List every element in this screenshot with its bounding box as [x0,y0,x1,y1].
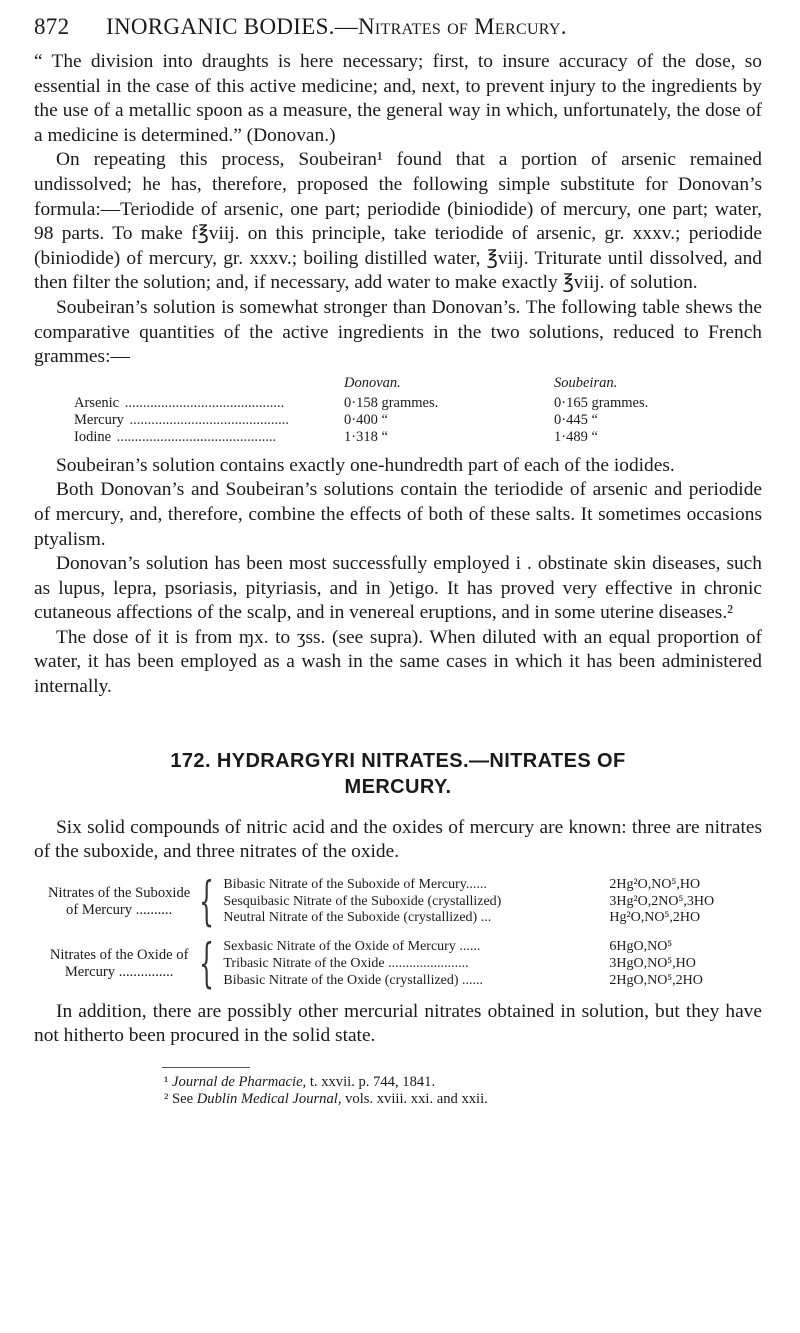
nitrate-formula: 6HgO,NO⁵ [609,939,673,955]
footnote-2 [34,1091,762,1109]
donovan-value: 0·158 grammes. [344,394,439,411]
nitrate-formula: 2Hg²O,NO⁵,HO [609,876,701,892]
footnote-text: t. xxvii. p. 744, 1841. [306,1073,436,1090]
footnote-journal: Dublin Medical Journal, [196,1091,342,1108]
brace-icon: { [199,872,215,933]
footnote-mark: ² [164,1091,169,1108]
section-heading [34,748,762,800]
comparison-header-row [74,375,774,395]
donovan-value: 0·400 “ [344,411,388,428]
nitrate-name: Neutral Nitrate of the Suboxide (crystallized) ... [223,910,492,926]
nitrate-name: Tribasic Nitrate of the Oxide ....................... [223,956,469,972]
section-heading-line1: 172. HYDRARGYRI NITRATES.—NITRATES OF [170,749,626,772]
comparison-table [74,375,774,446]
nitrate-formula: 3HgO,NO⁵,HO [609,956,696,972]
group-label-suboxide [48,877,190,927]
dot-leader: ............................................ [121,394,285,411]
running-header [34,14,762,40]
nitrate-name: Sesquibasic Nitrate of the Suboxide (crystallized) [223,893,502,909]
comparison-row [74,412,774,429]
footnote-text: See [168,1091,197,1108]
comparison-row [74,429,774,446]
group-label-line: Mercury ............... [64,964,174,981]
row-spacer [48,927,714,939]
dot-leader: ............................................ [113,428,277,445]
dot-leader: ............................................ [125,411,290,428]
donovan-value: 1·318 “ [344,428,388,445]
paragraph-soubeiran-formula: On repeating this process, Soubeiran¹ found that a portion of arsenic remained undissolved; he has, therefore, proposed the following simple substitute for Donovan’s formula:—Teriodide of arsenic, one part; periodide (biniodide) of mercury, one part; water, 98 parts. To make f℥viij. on this principle, take teriodide of arsenic, gr. xxxv.; periodide (biniodide) of mercury, gr. xxxv.; boiling distilled water, ℥viij. Triturate until dissolved, and then filter the solution; and, if necessary, add water to make exactly ℥viij. of solution. [34,149,762,294]
paragraph-quote: “ The division into draughts is here necessary; first, to insure accuracy of the dose, so essential in the case of this active medicine; and, next, to prevent injury to the ingredients by the use of a metallic spoon as a measure, the general way in which, unfortunately, the dose of a medicine is determined.” (Donovan.) [34,51,762,146]
col-donovan: Donovan. [344,374,401,391]
comparison-row [74,395,774,412]
brace-icon: { [199,934,215,995]
running-title-main: INORGANIC BODIES.— [106,14,359,39]
nitrate-name: Sexbasic Nitrate of the Oxide of Mercury ...... [223,939,481,955]
nitrate-formula: Hg²O,NO⁵,2HO [609,910,701,926]
soubeiran-value: 1·489 “ [554,428,598,445]
section-heading-line2: MERCURY. [344,775,452,798]
group-label-line: Nitrates of the Oxide of [49,947,189,964]
running-title [106,14,762,40]
nitrate-name: Bibasic Nitrate of the Oxide (crystallized) ...... [223,972,484,988]
page-number: 872 [34,14,70,39]
ingredient-name: Iodine [74,428,112,445]
paragraph-uses: Donovan’s solution has been most successfully employed i . obstinate skin diseases, such as lupus, lepra, psoriasis, pityriasis, and in )etigo. It has proved very effective in chronic cutaneous affections of the scalp, and in venereal eruptions, and in some uterine diseases.² [34,553,762,624]
nitrate-formula: 3Hg²O,2NO⁵,3HO [609,893,715,909]
footnote-text: vols. xviii. xxi. and xxii. [341,1091,488,1108]
paragraph-addition: In addition, there are possibly other mercurial nitrates obtained in solution, but they have not hitherto been procured in the solid state. [34,1000,762,1047]
col-soubeiran: Soubeiran. [554,374,618,391]
running-title-sub: Nitrates of Mercury. [358,14,567,39]
ingredient-name: Mercury [74,411,124,428]
nitrate-name: Bibasic Nitrate of the Suboxide of Mercury...... [223,876,487,892]
paragraph-comparison-intro: Soubeiran’s solution is somewhat stronger than Donovan’s. The following table shews the comparative quantities of the active ingredients in the two solutions, reduced to French grammes:— [34,296,762,368]
nitrate-row [48,877,714,894]
footnote-divider [162,1067,250,1068]
soubeiran-value: 0·165 grammes. [554,394,649,411]
footnote-journal: Journal de Pharmacie, [172,1073,307,1090]
nitrates-table [48,872,715,995]
group-label-line: Nitrates of the Suboxide [48,885,191,902]
paragraph-hundredth: Soubeiran’s solution contains exactly one-hundredth part of each of the iodides. [56,454,675,476]
footnote-mark: ¹ [164,1073,169,1090]
ingredient-name: Arsenic [74,394,120,411]
paragraph-effects: Both Donovan’s and Soubeiran’s solutions contain the teriodide of arsenic and periodide of mercury, and, therefore, combine the effects of both of these salts. It sometimes occasions ptyalism. [34,479,762,550]
paragraph-six-compounds: Six solid compounds of nitric acid and the oxides of mercury are known: three are nitrates of the suboxide, and three nitrates of the oxide. [34,816,762,863]
group-label-line: of Mercury .......... [66,902,173,919]
paragraph-dose: The dose of it is from ɱx. to ʒss. (see supra). When diluted with an equal proportion of water, it has been employed as a wash in the same cases in which it has been administered internally. [34,626,762,698]
soubeiran-value: 0·445 “ [554,411,598,428]
group-label-oxide [48,939,190,989]
footnote-1 [34,1074,762,1092]
nitrate-row [48,939,714,956]
nitrate-formula: 2HgO,NO⁵,2HO [609,972,703,988]
